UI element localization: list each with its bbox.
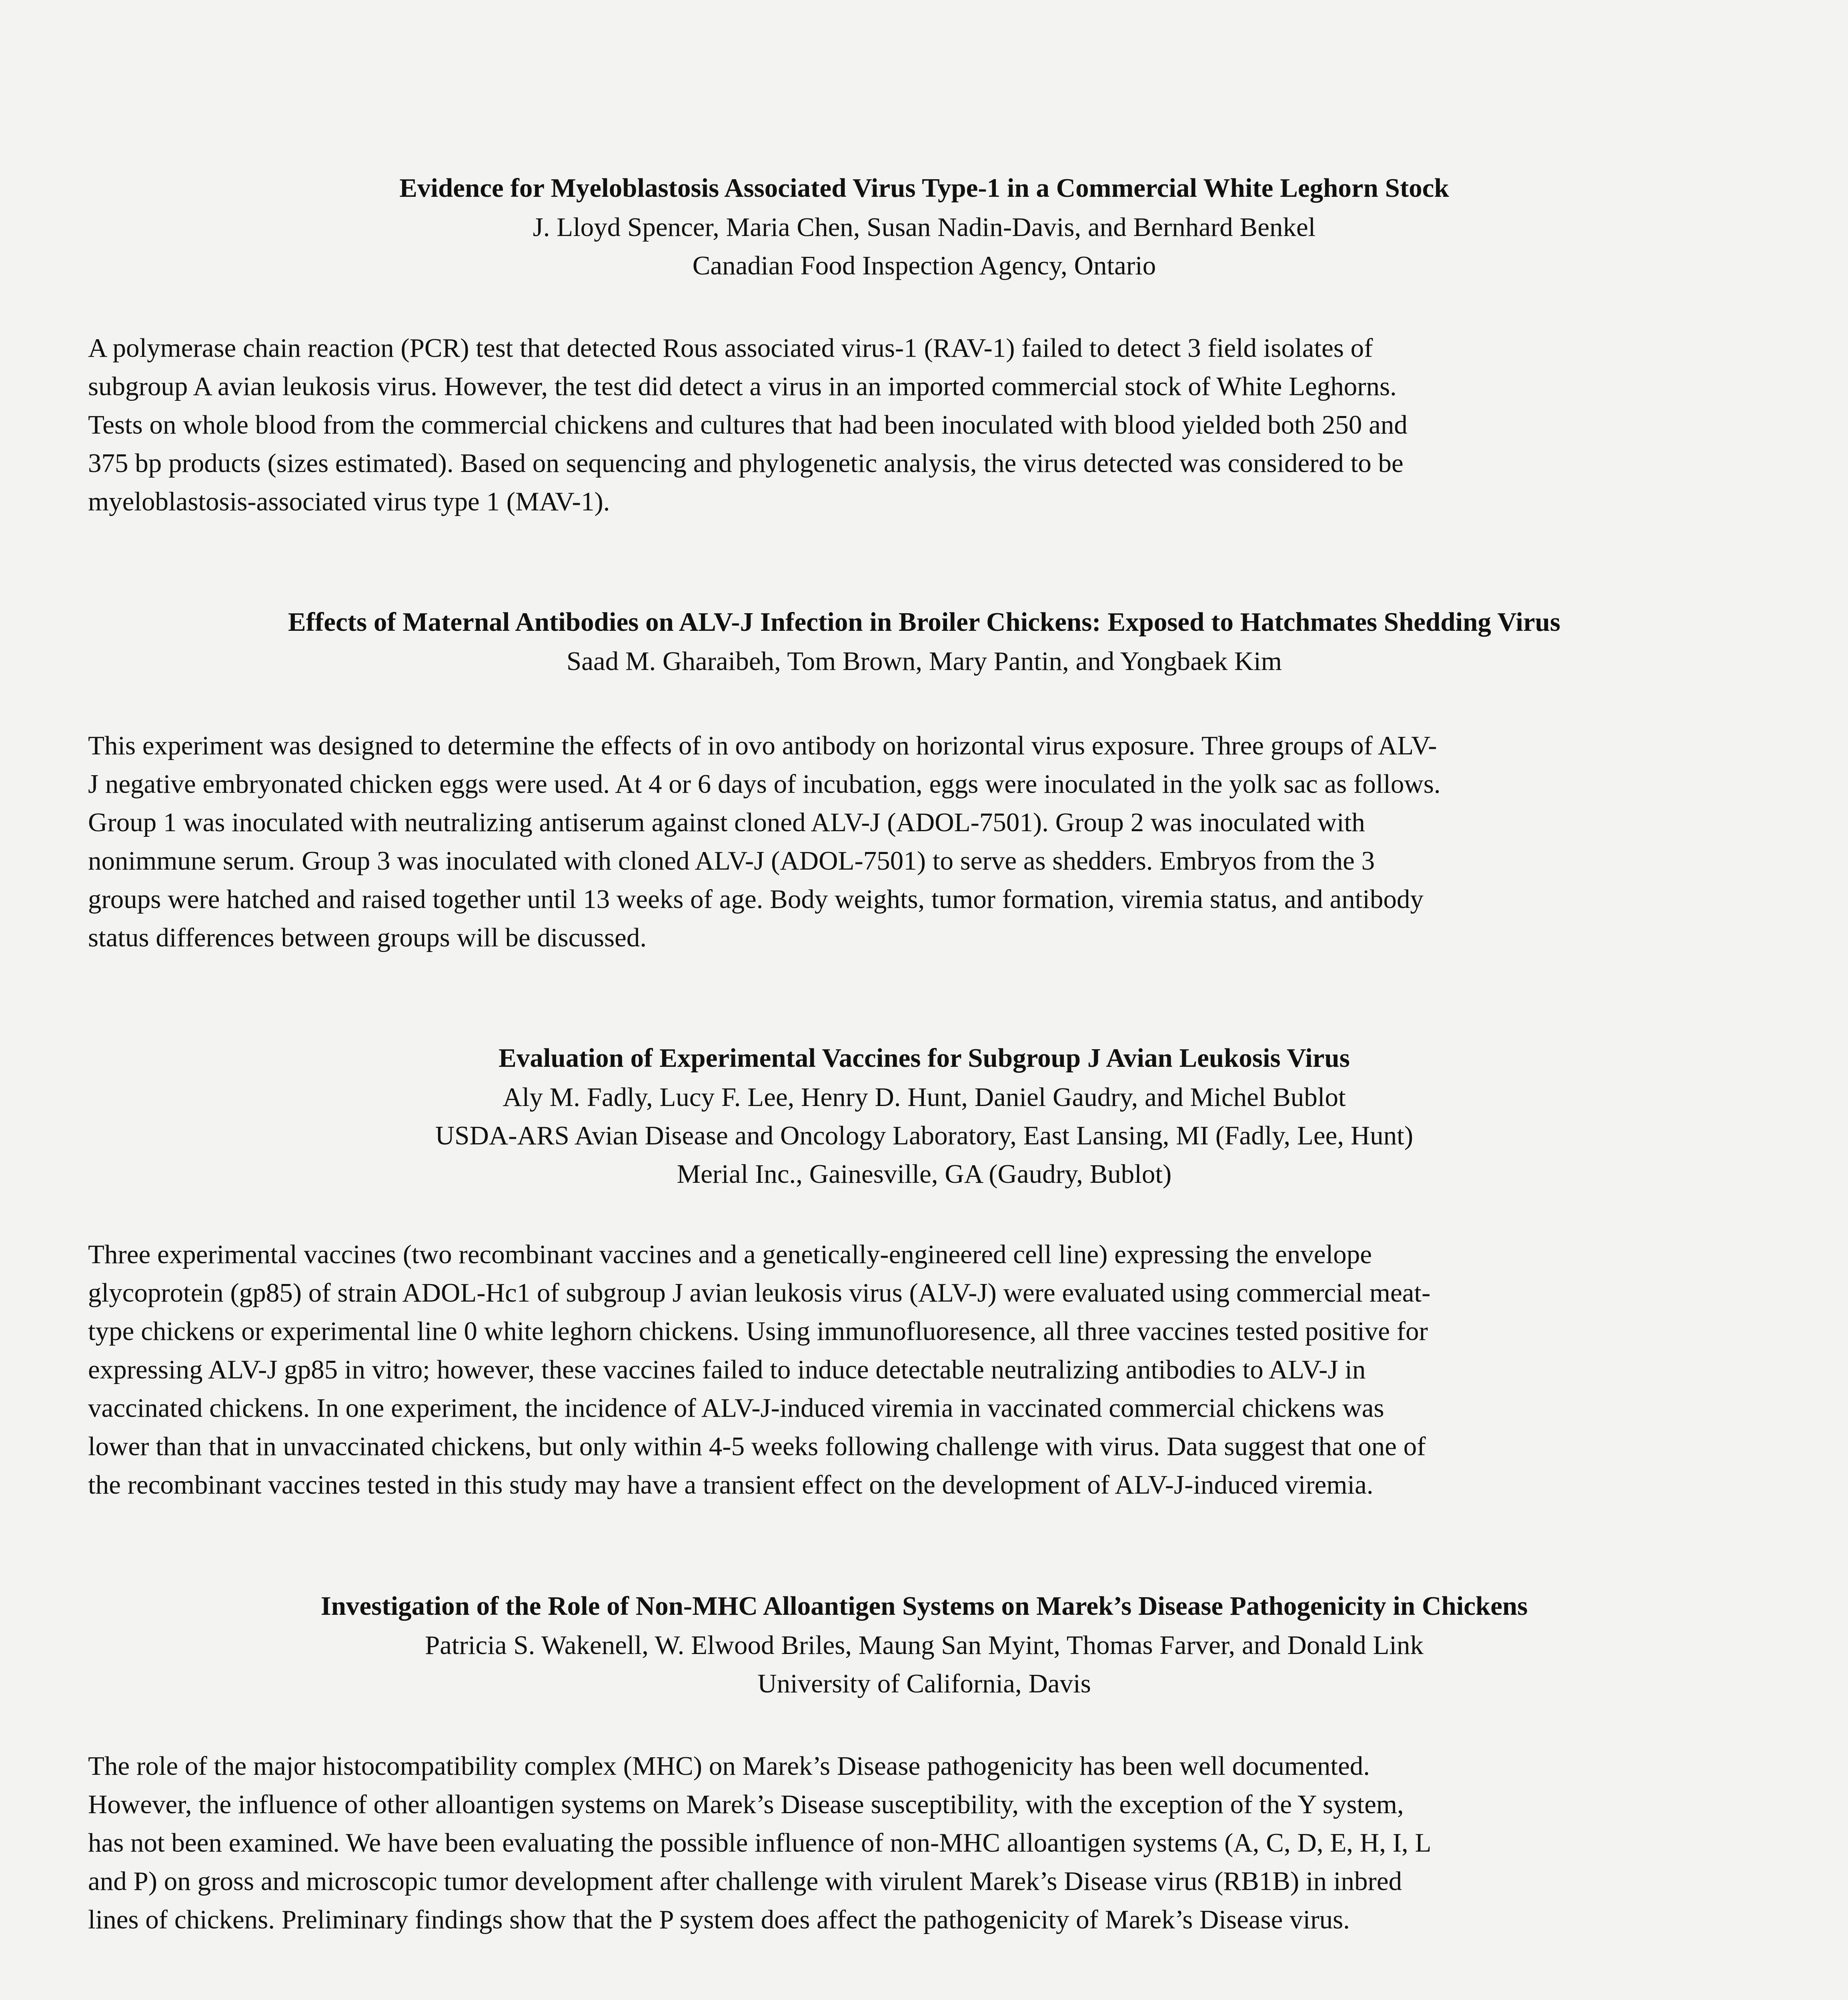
abstract-2 — [88, 602, 1760, 957]
abstract-affiliation: Canadian Food Inspection Agency, Ontario — [692, 251, 1156, 280]
body-line: Group 1 was inoculated with neutralizing antiserum against cloned ALV-J (ADOL-7501). Group 2 was inoculated with — [88, 808, 1365, 837]
body-line: myeloblastosis-associated virus type 1 (MAV-1). — [88, 487, 610, 516]
abstract-authors: J. Lloyd Spencer, Maria Chen, Susan Nadin-Davis, and Bernhard Benkel — [533, 212, 1316, 242]
abstract-affiliation: USDA-ARS Avian Disease and Oncology Laboratory, East Lansing, MI (Fadly, Lee, Hunt) — [435, 1121, 1414, 1150]
abstract-body — [88, 329, 1760, 521]
body-line: status differences between groups will be discussed. — [88, 923, 647, 952]
body-line: type chickens or experimental line 0 white leghorn chickens. Using immunofluoresence, all three vaccines tested positive for — [88, 1316, 1428, 1346]
abstract-authors: Saad M. Gharaibeh, Tom Brown, Mary Pantin, and Yongbaek Kim — [567, 646, 1282, 676]
body-line: subgroup A avian leukosis virus. However, the test did detect a virus in an imported commercial stock of White Leghorns. — [88, 372, 1397, 401]
body-line: The role of the major histocompatibility complex (MHC) on Marek’s Disease pathogenicity has been well documented. — [88, 1751, 1370, 1781]
abstract-body — [88, 1235, 1760, 1504]
body-line: nonimmune serum. Group 3 was inoculated with cloned ALV-J (ADOL-7501) to serve as shedders. Embryos from the 3 — [88, 846, 1375, 876]
body-line: However, the influence of other alloantigen systems on Marek’s Disease susceptibility, with the exception of the Y system, — [88, 1790, 1404, 1819]
body-line: expressing ALV-J gp85 in vitro; however, these vaccines failed to induce detectable neutralizing antibodies to ALV-J in — [88, 1355, 1366, 1384]
body-line: and P) on gross and microscopic tumor development after challenge with virulent Marek’s Disease virus (RB1B) in inbred — [88, 1866, 1402, 1896]
abstract-affiliation: Merial Inc., Gainesville, GA (Gaudry, Bublot) — [677, 1159, 1172, 1189]
abstract-body — [88, 726, 1760, 957]
body-line: Tests on whole blood from the commercial chickens and cultures that had been inoculated with blood yielded both 250 and — [88, 410, 1408, 440]
abstract-affiliation: University of California, Davis — [757, 1669, 1091, 1698]
body-line: 375 bp products (sizes estimated). Based on sequencing and phylogenetic analysis, the virus detected was considered to be — [88, 448, 1404, 478]
body-line: A polymerase chain reaction (PCR) test that detected Rous associated virus-1 (RAV-1) failed to detect 3 field isolates of — [88, 333, 1373, 363]
body-line: the recombinant vaccines tested in this study may have a transient effect on the development of ALV-J-induced viremia. — [88, 1470, 1373, 1500]
abstract-1 — [88, 168, 1760, 521]
abstract-title: Effects of Maternal Antibodies on ALV-J Infection in Broiler Chickens: Exposed to Hatchmates Shedding Virus — [288, 607, 1561, 637]
body-line: groups were hatched and raised together until 13 weeks of age. Body weights, tumor formation, viremia status, and antibody — [88, 884, 1424, 914]
abstract-authors: Patricia S. Wakenell, W. Elwood Briles, Maung San Myint, Thomas Farver, and Donald Link — [424, 1630, 1424, 1660]
body-line: J negative embryonated chicken eggs were used. At 4 or 6 days of incubation, eggs were inoculated in the yolk sac as follows. — [88, 769, 1441, 799]
abstract-3 — [88, 1038, 1760, 1504]
body-line: glycoprotein (gp85) of strain ADOL-Hc1 of subgroup J avian leukosis virus (ALV-J) were evaluated using commercial meat- — [88, 1278, 1431, 1308]
body-line: This experiment was designed to determine the effects of in ovo antibody on horizontal virus exposure. Three groups of ALV- — [88, 731, 1437, 760]
abstract-title: Evidence for Myeloblastosis Associated Virus Type-1 in a Commercial White Leghorn Stock — [399, 173, 1449, 203]
abstract-4 — [88, 1586, 1760, 1939]
abstract-title: Investigation of the Role of Non-MHC Alloantigen Systems on Marek’s Disease Pathogenicity in Chickens — [320, 1591, 1528, 1621]
abstract-title: Evaluation of Experimental Vaccines for Subgroup J Avian Leukosis Virus — [499, 1043, 1350, 1073]
body-line: Three experimental vaccines (two recombinant vaccines and a genetically-engineered cell line) expressing the envelope — [88, 1240, 1372, 1269]
body-line: lower than that in unvaccinated chickens, but only within 4-5 weeks following challenge with virus. Data suggest that one of — [88, 1432, 1426, 1461]
abstract-authors: Aly M. Fadly, Lucy F. Lee, Henry D. Hunt, Daniel Gaudry, and Michel Bublot — [503, 1082, 1346, 1112]
abstract-body — [88, 1747, 1760, 1939]
body-line: has not been examined. We have been evaluating the possible influence of non-MHC alloantigen systems (A, C, D, E, H, I, L — [88, 1828, 1432, 1858]
body-line: lines of chickens. Preliminary findings show that the P system does affect the pathogenicity of Marek’s Disease virus. — [88, 1905, 1350, 1934]
body-line: vaccinated chickens. In one experiment, the incidence of ALV-J-induced viremia in vaccinated commercial chickens was — [88, 1393, 1384, 1423]
